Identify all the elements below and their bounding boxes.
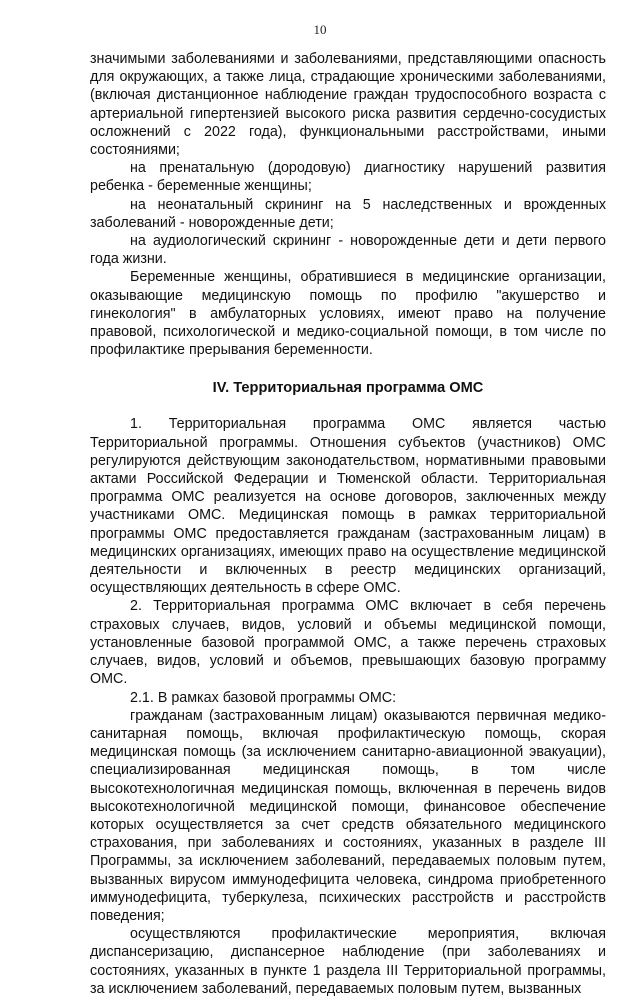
section-paragraph: 1. Территориальная программа ОМС является частью Территориальной программы. Отношения субъектов (участников) ОМС регулируются действующим законодательством, нормативными правовыми актами Российской Федерации и Тюменской области. Территориальная программа ОМС реализуется на основе договоров, заключенных между участниками ОМС. Медицинская помощь в рамках территориальной программы ОМС предоставляется гражданам (застрахованным лицам) в медицинских организациях, имеющих право на осуществление медицинской деятельности и включенных в реестр медицинских организаций, осуществляющих деятельность в сфере ОМС.: [90, 416, 606, 597]
body-paragraph: на неонатальный скрининг на 5 наследственных и врожденных заболеваний - новорожденные дети;: [90, 196, 606, 231]
section-paragraph: 2. Территориальная программа ОМС включает в себя перечень страховых случаев, видов, условий и объемы медицинской помощи, установленные базовой программой ОМС, а также перечень страховых случаев, видов, условий и объемов, превышающих базовую программу ОМС.: [90, 598, 606, 688]
page-body: [90, 50, 606, 998]
section-paragraph: 2.1. В рамках базовой программы ОМС:: [130, 689, 397, 706]
section-heading: IV. Территориальная программа ОМС: [212, 380, 484, 397]
section-paragraph: гражданам (застрахованным лицам) оказываются первичная медико-санитарная помощь, включая профилактическую помощь, скорая медицинская помощь (за исключением санитарно-авиационной эвакуации), специализированная медицинская помощь, в том числе высокотехнологичная медицинская помощь, включенная в перечень видов высокотехнологичной медицинской помощи, финансовое обеспечение которых осуществляется за счет средств обязательного медицинского страхования, при заболеваниях и состояниях, указанных в разделе III Программы, за исключением заболеваний, передаваемых половым путем, вызванных вирусом иммунодефицита человека, синдрома приобретенного иммунодефицита, туберкулеза, психических расстройств и расстройств поведения;: [90, 707, 606, 924]
body-paragraph: Беременные женщины, обратившиеся в медицинские организации, оказывающие медицинскую помощь по профилю "акушерство и гинекология" в амбулаторных условиях, имеют право на получение правовой, психологической и медико-социальной помощи, в том числе по профилактике прерывания беременности.: [90, 269, 606, 359]
body-paragraph: на пренатальную (дородовую) диагностику нарушений развития ребенка - беременные женщины;: [90, 160, 606, 195]
body-paragraph: на аудиологический скрининг - новорожденные дети и дети первого года жизни.: [90, 233, 606, 268]
body-paragraph: значимыми заболеваниями и заболеваниями, представляющими опасность для окружающих, а также лица, страдающие хроническими заболеваниями, (включая дистанционное наблюдение граждан трудоспособного возраста с артериальной гипертензией высокого риска развития сердечно-сосудистых осложнений с 2022 года), функциональными расстройствами, иными состояниями;: [90, 51, 606, 159]
section-paragraph: осуществляются профилактические мероприятия, включая диспансеризацию, диспансерное наблюдение (при заболеваниях и состояниях, указанных в пункте 1 раздела III Территориальной программы, за исключением заболеваний, передаваемых половым путем, вызванных: [90, 926, 606, 997]
page-number: 10: [313, 22, 327, 37]
